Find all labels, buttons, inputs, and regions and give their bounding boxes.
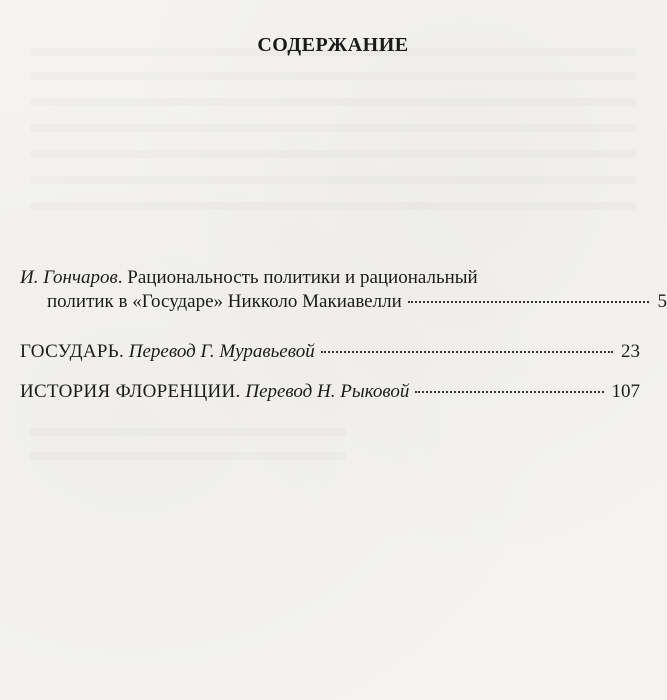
bleed-through-line (30, 452, 346, 460)
toc-entry-title-line2: политик в «Государе» Никколо Макиавелли (47, 291, 402, 312)
toc-entry-author: И. Гончаров (20, 267, 118, 288)
toc-entry-translator: Перевод Н. Рыковой (245, 381, 410, 402)
dot-leader (321, 351, 613, 353)
bleed-through-line (30, 124, 636, 132)
toc-entry-line (20, 381, 640, 403)
bleed-through-line (30, 150, 636, 158)
toc-entry-text (20, 381, 409, 403)
bleed-through-line (30, 202, 636, 210)
toc-entry-page-number: 23 (621, 341, 640, 362)
page-title: СОДЕРЖАНИЕ (257, 34, 409, 56)
bleed-through-line (30, 428, 346, 436)
toc-entry-title: ГОСУДАРЬ. (20, 341, 125, 362)
bleed-through-line (30, 98, 636, 106)
toc-entry (20, 341, 640, 363)
toc-entry-first-line (20, 264, 640, 291)
toc-entry (20, 381, 640, 403)
dot-leader (415, 391, 603, 393)
toc-entry-translator: Перевод Г. Муравьевой (128, 341, 315, 362)
dot-leader (408, 301, 649, 303)
toc-entry-title: ИСТОРИЯ ФЛОРЕНЦИИ. (20, 381, 241, 402)
toc-entry-page-number: 5 (657, 291, 667, 312)
toc-entry (20, 264, 667, 313)
toc-entry-title-line1: . Рациональность политики и рациональный (117, 267, 478, 288)
toc-entry-second-line (20, 291, 667, 313)
toc-entry-line (20, 341, 640, 363)
bleed-through-line (30, 176, 636, 184)
toc-entry-page-number: 107 (611, 381, 640, 402)
toc-entry-text (20, 341, 315, 363)
bleed-through-line (30, 72, 636, 80)
